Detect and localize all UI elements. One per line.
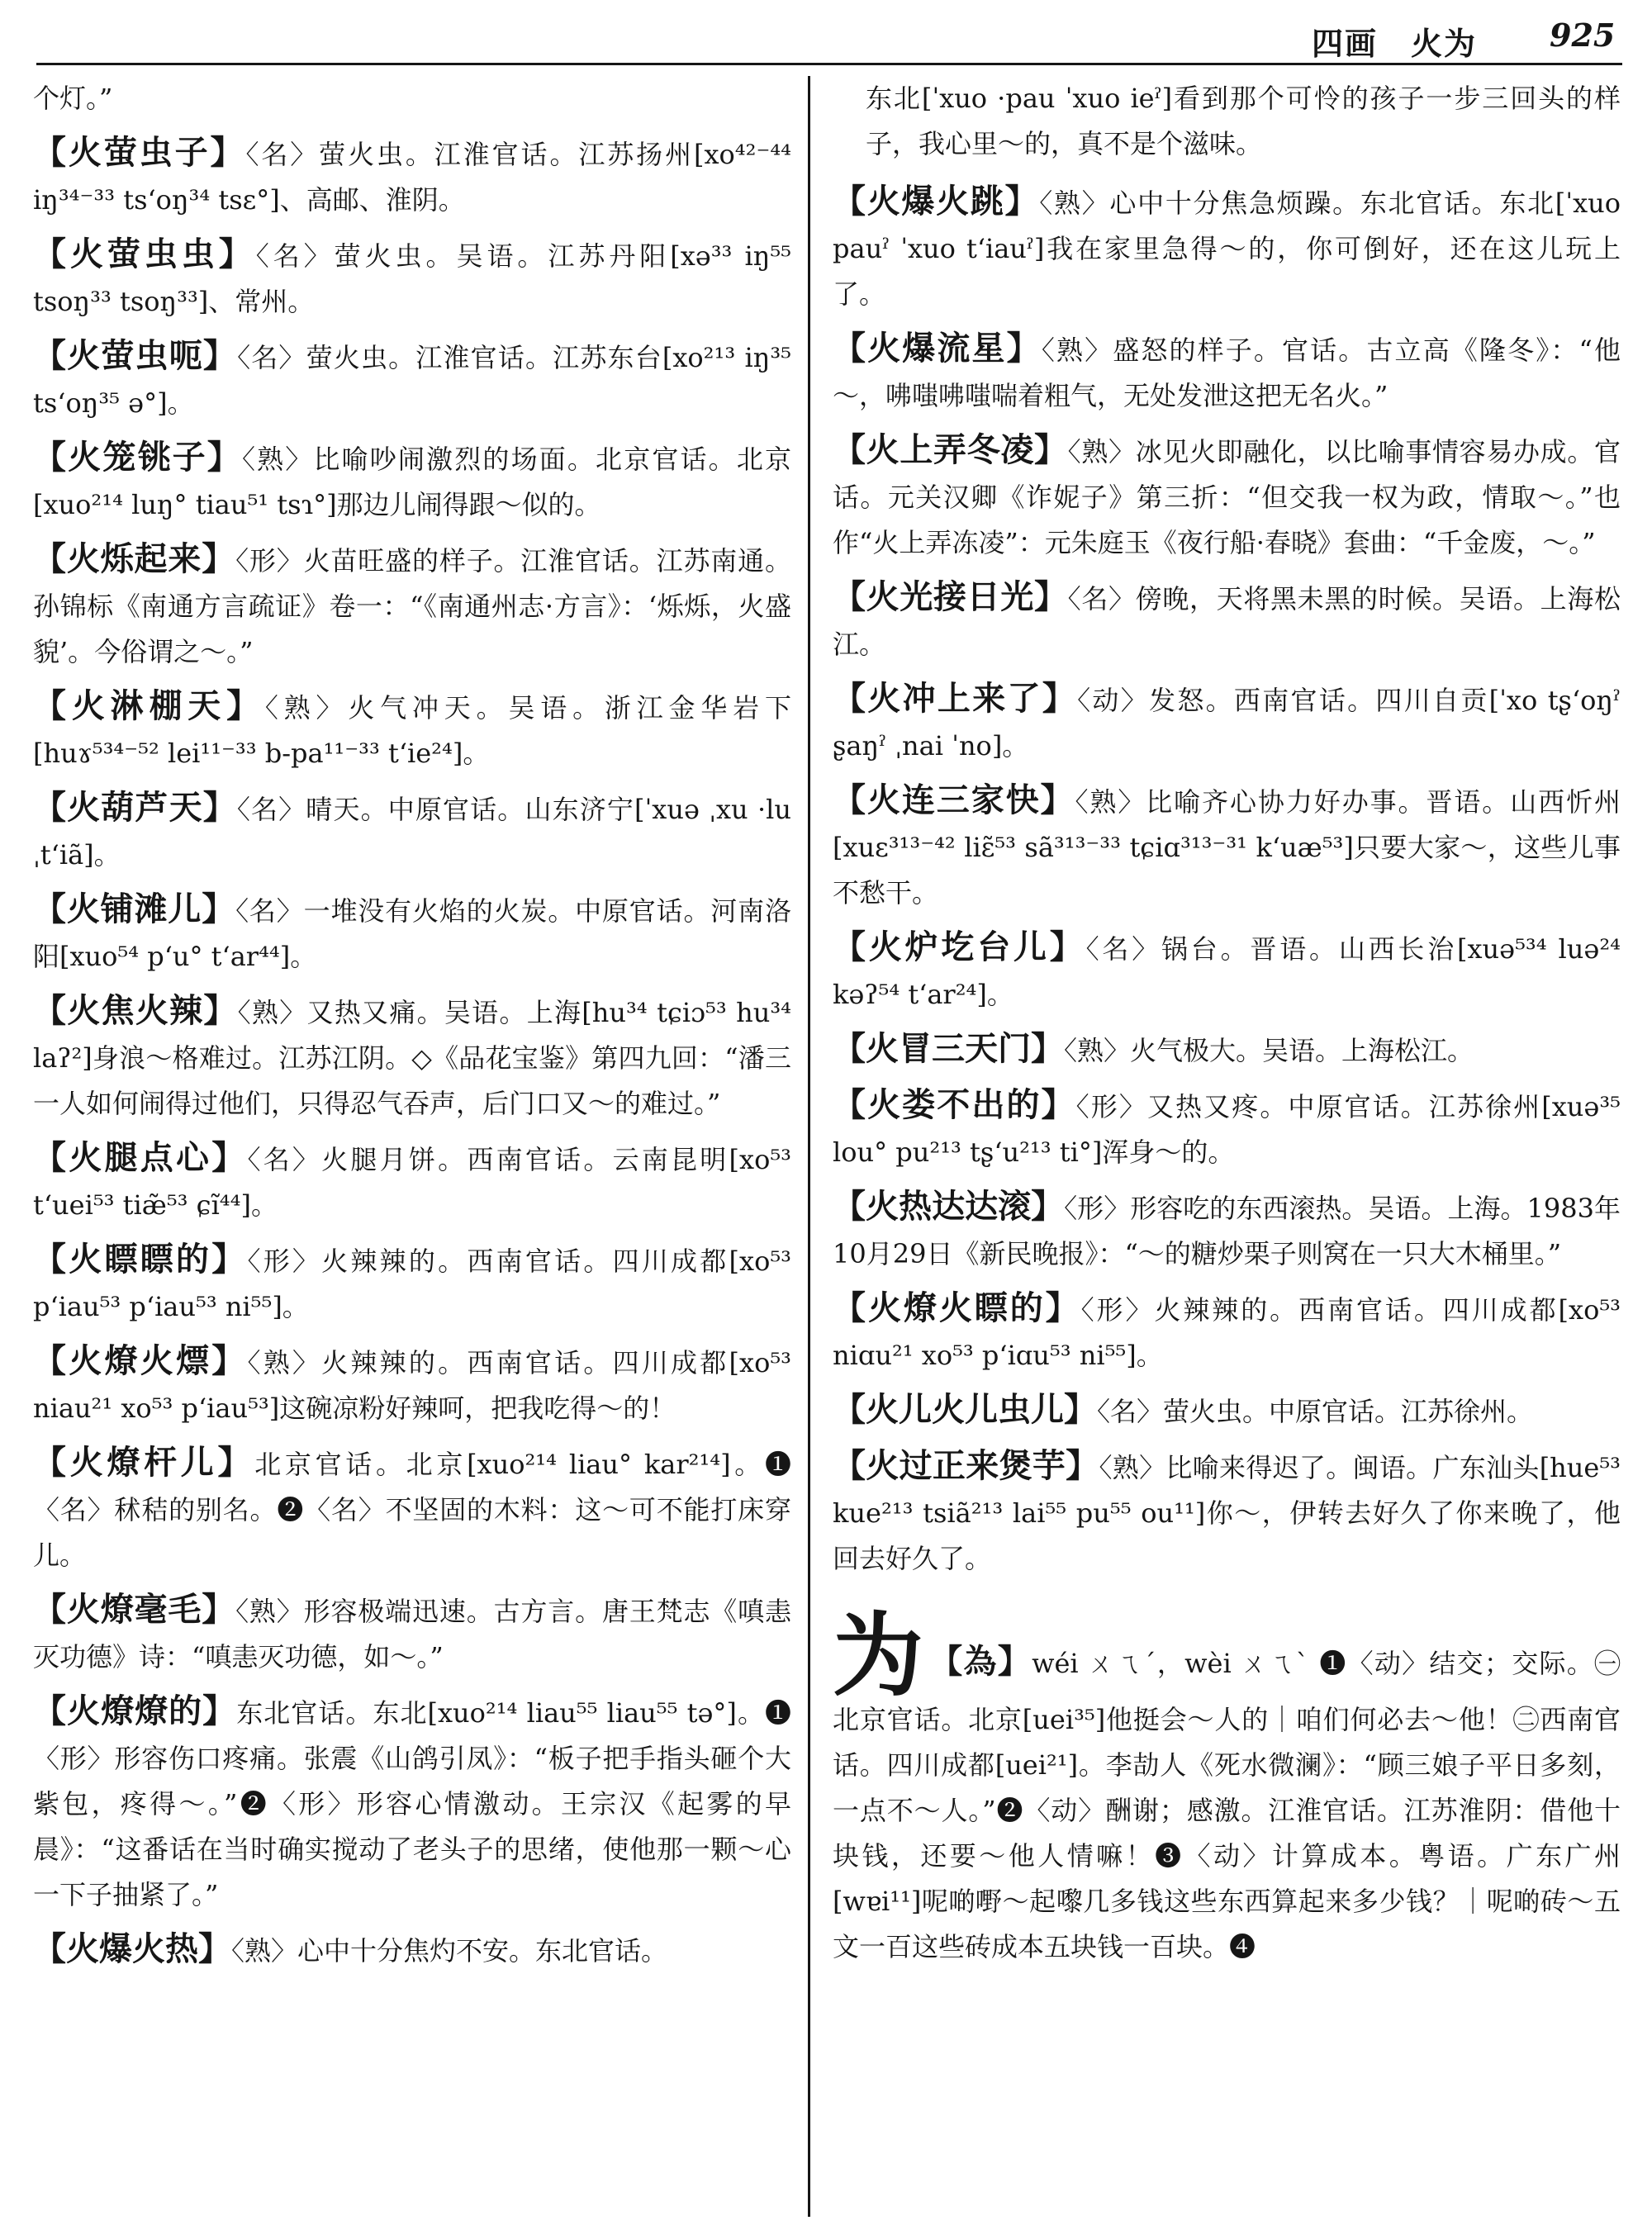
- entry: [833, 1184, 1621, 1277]
- entry-headword: 【火娄不出的】: [833, 1085, 1076, 1124]
- entry-headword: 【火焦火辣】: [33, 991, 238, 1030]
- entry-headword: 【火萤虫呃】: [33, 336, 238, 375]
- entry: [833, 574, 1621, 667]
- entry: [833, 427, 1621, 566]
- character-entry: [833, 1602, 1621, 1970]
- entry-body: 〈名〉萤火虫。中原官话。江苏徐州。: [1097, 1396, 1534, 1427]
- entry-headword: 【火爆火跳】: [833, 182, 1040, 221]
- entry-body: 〈名〉锅台。晋语。山西长治[xuə⁵³⁴ luə²⁴ kəʔ⁵⁴ tʻar²⁴]。: [833, 933, 1621, 1010]
- entry-body: 〈名〉傍晚，天将黑未黑的时候。吴语。上海松江。: [833, 583, 1621, 660]
- entry-body: 〈名〉一堆没有火焰的火炭。中原官话。河南洛阳[xuo⁵⁴ pʻu° tʻar⁴⁴]。: [33, 895, 791, 972]
- entry-body: 〈名〉萤火虫。江淮官话。江苏东台[xo²¹³ iŋ³⁵ tsʻoŋ³⁵ ə°]。: [33, 342, 791, 419]
- entry-body: 〈熟〉冰见火即融化，以比喻事情容易办成。官话。元关汉卿《诈妮子》第三折：“但交我一权为政，情取～。”也作“火上弄冻凌”：元朱庭玉《夜行船·春晓》套曲：“千金废，～。”: [833, 436, 1621, 558]
- entry-continuation: [33, 76, 791, 121]
- header-rule: [36, 63, 1622, 65]
- entry-body: 〈熟〉又热又痛。吴语。上海[hu³⁴ tɕiɔ⁵³ hu³⁴ laʔ²]身浪～格难过。江苏江阴。◇《品花宝鉴》第四九回：“潘三一人如何闹得过他们，只得忍气吞声，后门口又～的难过。”: [33, 997, 791, 1119]
- entry-body: 〈熟〉形容极端迅速。古方言。唐王梵志《嗔恚灭功德》诗：“嗔恚灭功德，如～。”: [33, 1596, 791, 1672]
- entry-headword: 【火燎燎的】: [33, 1691, 237, 1730]
- entry-headword: 【火萤虫虫】: [33, 235, 256, 273]
- left-column: [33, 76, 791, 1982]
- entry: [33, 683, 791, 776]
- entry: [833, 325, 1621, 419]
- entry-headword: 【火萤虫子】: [33, 133, 246, 172]
- entry-body: 〈熟〉比喻来得迟了。闽语。广东汕头[hue⁵³ kue²¹³ tsiã²¹³ lai⁵⁵ pu⁵⁵ ou¹¹]你～，伊转去好久了你来晚了，他回去好久了。: [833, 1452, 1621, 1574]
- entry-headword: 【火冲上来了】: [833, 679, 1078, 718]
- entry-headword: 【火上弄冬凌】: [833, 430, 1068, 469]
- entry-body: 〈熟〉火辣辣的。西南官话。四川成都[xo⁵³ niau²¹ xo⁵³ pʻiau⁵³]这碗凉粉好辣呵，把我吃得～的！: [33, 1347, 791, 1424]
- entry-body: 〈形〉火苗旺盛的样子。江淮官话。江苏南通。孙锦标《南通方言疏证》卷一：“《南通州志·方言》：‘烁烁，火盛貌’。今俗谓之～。”: [33, 545, 791, 667]
- right-column: [833, 76, 1621, 1978]
- entry-headword: 【火燎杆儿】: [33, 1443, 255, 1482]
- entry-body: 东北[ˈxuo ·pau ˈxuo ieˀ]看到那个可怜的孩子一步三回头的样子，我心里～的，真不是个滋味。: [866, 83, 1621, 159]
- entry-body: 〈名〉萤火虫。吴语。江苏丹阳[xə³³ iŋ⁵⁵ tsoŋ³³ tsoŋ³³]、常州。: [33, 240, 791, 317]
- entry: [33, 1440, 791, 1578]
- entry-body: 北京官话。北京[xuo²¹⁴ liau° kar²¹⁴]。❶〈名〉秫秸的别名。❷〈名〉不坚固的木料：这～可不能打床穿儿。: [33, 1449, 791, 1571]
- entry-body: 〈名〉萤火虫。江淮官话。江苏扬州[xo⁴²⁻⁴⁴ iŋ³⁴⁻³³ tsʻoŋ³⁴ tsɛ°]、高邮、淮阴。: [33, 139, 791, 216]
- entry: [833, 1082, 1621, 1175]
- entry: [33, 231, 791, 325]
- entry: [33, 1926, 791, 1974]
- entry: [33, 886, 791, 980]
- entry-continuation: [833, 76, 1621, 167]
- entry-headword: 【火葫芦天】: [33, 788, 237, 827]
- entry: [833, 777, 1621, 916]
- entry: [33, 434, 791, 528]
- entry-body: 〈名〉火腿月饼。西南官话。云南昆明[xo⁵³ tʻuei⁵³ tiæ̃⁵³ ɕĩ⁴⁴]。: [33, 1144, 791, 1221]
- entry-body: 〈熟〉比喻吵闹激烈的场面。北京官话。北京[xuo²¹⁴ luŋ° tiau⁵¹ tsɿ°]那边儿闹得跟～似的。: [33, 444, 791, 520]
- entry-headword: 【火腿点心】: [33, 1138, 248, 1177]
- entry: [33, 1338, 791, 1431]
- running-head: 四画 火为: [1312, 25, 1478, 62]
- entry-body: 〈形〉火辣辣的。西南官话。四川成都[xo⁵³ niɑu²¹ xo⁵³ pʻiɑu⁵³ ni⁵⁵]。: [833, 1294, 1621, 1371]
- entry-headword: 【火燎毫毛】: [33, 1590, 236, 1629]
- character-headword: 为: [833, 1602, 925, 1709]
- entry: [833, 676, 1621, 769]
- entry: [833, 1026, 1621, 1074]
- entry: [33, 1688, 791, 1918]
- entry-body: 〈形〉又热又疼。中原官话。江苏徐州[xuə³⁵ lou° pu²¹³ tʂʻu²¹³ ti°]浑身～的。: [833, 1091, 1621, 1168]
- entry-body: wéi ㄨㄟˊ，wèi ㄨㄟˋ ❶〈动〉结交；交际。㊀北京官话。北京[uei³⁵]他挺会～人的｜咱们何必去～他！㊁西南官话。四川成都[uei²¹]。李劼人《死水微澜》：“顾三娘子平日多刻，一点不～人。”❷〈动〉酬谢；感激。江淮官话。江苏淮阴：借他十块钱，还要～他人情嘛！❸〈动〉计算成本。粤语。广东广州[wɐi¹¹]呢啲嘢～起嚟几多钱这些东西算起来多少钱？｜呢啲砖～五文一百这些砖成本五块钱一百块。❹: [833, 1648, 1621, 1962]
- entry: [33, 1587, 791, 1680]
- entry-headword: 【火燎火瞟的】: [833, 1288, 1081, 1327]
- entry: [833, 1443, 1621, 1582]
- entry-headword: 【火淋棚天】: [33, 686, 265, 725]
- entry-body: 〈形〉形容吃的东西滚热。吴语。上海。1983年10月29日《新民晚报》：“～的糖炒栗子则窝在一只大木桶里。”: [833, 1193, 1621, 1269]
- page-header: [0, 0, 1652, 66]
- entry-headword: 【火过正来煲芋】: [833, 1446, 1099, 1485]
- entry-headword: 【火铺滩儿】: [33, 890, 236, 928]
- entry: [33, 333, 791, 426]
- entry-headword: 【火爆火热】: [33, 1929, 231, 1968]
- entry-body: 〈熟〉火气极大。吴语。上海松江。: [1064, 1035, 1474, 1066]
- entry-body: 〈熟〉盛怒的样子。官话。古立高《隆冬》：“他～，咈嗤咈嗤喘着粗气，无处发泄这把无名火。”: [833, 334, 1621, 411]
- entry-body: 个灯。”: [33, 83, 113, 114]
- entry-body: 〈名〉晴天。中原官话。山东济宁[ˈxuə ˌxu ·lu ˌtʻiã]。: [33, 794, 792, 871]
- entry: [33, 1135, 791, 1228]
- entry-headword: 【火热达达滚】: [833, 1187, 1065, 1226]
- entry: [833, 178, 1621, 317]
- entry-headword: 【火儿火儿虫儿】: [833, 1390, 1097, 1429]
- entry: [33, 1236, 791, 1330]
- entry-headword: 【火瞟瞟的】: [33, 1240, 248, 1279]
- entry: [33, 988, 791, 1127]
- page-number: 925: [1550, 17, 1616, 54]
- entry-headword: 【火炉圪台儿】: [833, 928, 1086, 966]
- entry: [833, 924, 1621, 1018]
- column-divider: [808, 76, 810, 2217]
- entry-headword: 【火光接日光】: [833, 577, 1068, 616]
- entry-body: 〈熟〉心中十分焦急烦躁。东北官话。东北[ˈxuo pauˀ ˈxuo tʻiauˀ]我在家里急得～的，你可倒好，还在这儿玩上了。: [833, 187, 1621, 310]
- entry: [33, 536, 791, 675]
- entry-headword: 【火燎火熛】: [33, 1341, 248, 1380]
- entry-headword: 【火冒三天门】: [833, 1029, 1064, 1068]
- entry-body: 〈形〉火辣辣的。西南官话。四川成都[xo⁵³ pʻiau⁵³ pʻiau⁵³ ni⁵⁵]。: [33, 1245, 791, 1322]
- entry-body: 〈熟〉比喻齐心协力好办事。晋语。山西忻州[xuɛ³¹³⁻⁴² liɛ̃⁵³ sã³¹³⁻³³ tɕiɑ³¹³⁻³¹ kʻuæ⁵³]只要大家～，这些儿事不愁干。: [833, 786, 1621, 909]
- entry-headword: 【火爆流星】: [833, 329, 1042, 368]
- entry-body: 〈熟〉火气冲天。吴语。浙江金华岩下[huɤ⁵³⁴⁻⁵² lei¹¹⁻³³ b-pa¹¹⁻³³ tʻie²⁴]。: [33, 692, 791, 769]
- entry-body: 〈熟〉心中十分焦灼不安。东北官话。: [231, 1935, 668, 1967]
- entry: [33, 785, 791, 878]
- entry-headword: 【火笼铫子】: [33, 438, 242, 477]
- entry: [833, 1387, 1621, 1435]
- entry-body: 东北官话。东北[xuo²¹⁴ liau⁵⁵ liau⁵⁵ tə°]。❶〈形〉形容伤口疼痛。张震《山鸽引凤》：“板子把手指头砸个大紫包，疼得～。”❷〈形〉形容心情激动。王宗汉《起雾的早晨》：“这番话在当时确实搅动了老头子的思绪，使他那一颗～心一下子抽紧了。”: [33, 1697, 791, 1910]
- entry: [833, 1285, 1621, 1378]
- entry: [33, 130, 791, 223]
- entry-headword: 【火连三家快】: [833, 780, 1075, 819]
- entry-body: 〈动〉发怒。西南官话。四川自贡[ˈxo tʂʻoŋˀ ʂaŋˀ ˌnai ˈno]。: [833, 685, 1621, 762]
- traditional-form: 【為】: [929, 1642, 1032, 1681]
- entry-headword: 【火烁起来】: [33, 539, 236, 578]
